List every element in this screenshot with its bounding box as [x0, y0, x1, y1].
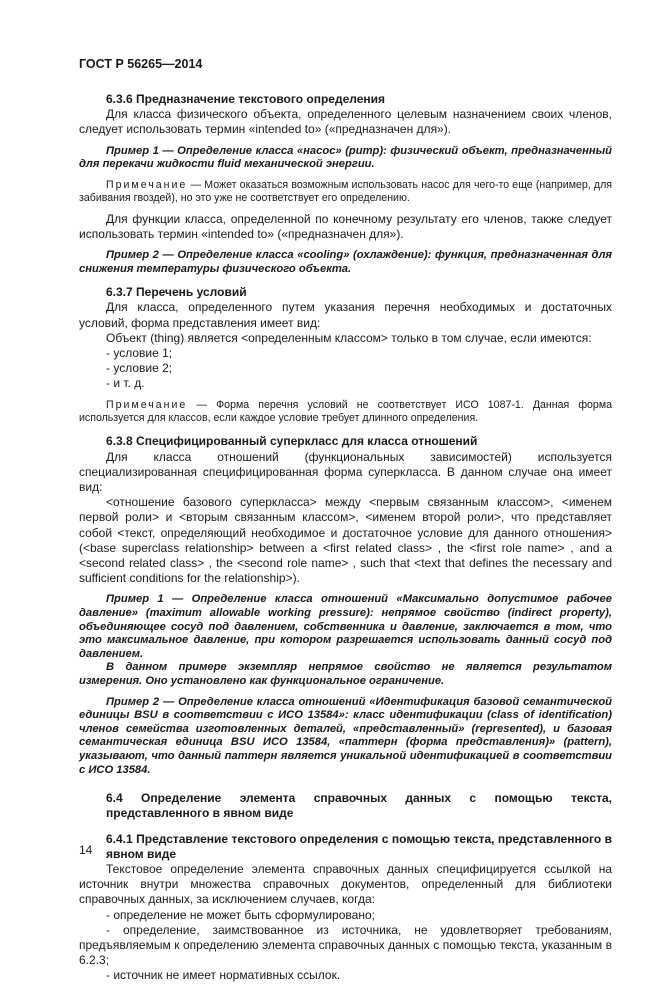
example-1: Пример 1 — Определение класса отношений «Максимально допустимое рабочее давление» (maximum allowable working pressure): непрямое свойство (indirect property), объединяющее сосуд под давлением, собственника и давление, заключается в том, что это максимальное давление, при котором разрешается использовать данный сосуд под давлением.	[79, 593, 612, 660]
page-content	[79, 92, 612, 984]
note-label: Примечание	[106, 398, 188, 411]
note	[79, 179, 612, 206]
note-label: Примечание	[106, 178, 188, 191]
list-item: - определение, заимствованное из источника, не удовлетворяет требованиям, предъявляемым к определению элемента справочных данных с помощью текста, указанным в 6.2.3;	[79, 922, 612, 968]
section-6-3-6-title: 6.3.6 Предназначение текстового определения	[106, 92, 386, 106]
list-item: - условие 1;	[106, 346, 173, 361]
list-item: - определение не может быть сформулировано;	[106, 907, 375, 922]
example-1-continuation: В данном примере экземпляр непрямое свойство не является результатом измерения. Оно установлено как функциональное ограничение.	[79, 661, 612, 688]
list-item: - условие 2;	[106, 361, 173, 376]
example-2: Пример 2 — Определение класса отношений «Идентификация базовой семантической единицы BSU в соответствии с ИСО 13584»: класс идентификации (class of identification) членов семейства изготовленных деталей, «представленный» (represented), и базовая семантическая единица BSU ИСО 13584, «паттерн (форма представления)» (pattern), указывают, что данный паттерн является уникальной идентификацией в соответствии с ИСО 13584.	[79, 695, 612, 776]
section-6-4-title: 6.4 Определение элемента справочных данных с помощью текста, представленного в явном виде	[106, 791, 612, 821]
section-6-3-7-title: 6.3.7 Перечень условий	[106, 285, 247, 300]
paragraph: Для класса физического объекта, определенного целевым назначением своих членов, следует использовать термин «intended to» («предназначен для»).	[79, 107, 612, 137]
paragraph: Текстовое определение элемента справочных данных специфицируется ссылкой на источник внутри множества справочных документов, определенный для библиотеки справочных данных, за исключением случаев, когда:	[79, 862, 612, 907]
note	[79, 399, 612, 426]
paragraph: <отношение базового суперкласса> между <первым связанным классом>, <именем первой роли> и <вторым связанным классом>, <именем второй роли>, что представляет собой <текст, определяющий необходимое и достаточное условие для данного отношения> (<base superclass relationship> between a <first related class> , the <first role name> , and a <second related class> , the <second role name> , such that <text that defines the necessary and sufficient conditions for the relationship>).	[79, 495, 612, 586]
list-item: - и т. д.	[106, 376, 145, 391]
example-2: Пример 2 — Определение класса «cooling» (охлаждение): функция, предназначенная для снижения температуры физического объекта.	[79, 249, 612, 275]
section-6-4-1-title: 6.4.1 Представление текстового определения с помощью текста, представленного в явном виде	[106, 831, 612, 861]
paragraph: Объект (thing) является <определенным классом> только в том случае, если имеются:	[106, 330, 592, 345]
section-6-3-8-title: 6.3.8 Специфицированный суперкласс для класса отношений	[106, 434, 478, 449]
note-text: — Может оказаться возможным использовать насос для чего-то еще (например, для забивания гвоздей), но это уже не соответствует его определению.	[79, 178, 612, 205]
paragraph: Для класса, определенного путем указания перечня необходимых и достаточных условий, форма представления имеет вид:	[79, 300, 612, 330]
note-text: — Форма перечня условий не соответствует ИСО 1087-1. Данная форма используется для классов, если каждое условие требует длинного определения.	[79, 398, 612, 425]
paragraph: Для класса отношений (функциональных зависимостей) используется специализированная специфицированная форма суперкласса. В данном случае она имеет вид:	[79, 449, 612, 495]
page-number: 14	[79, 843, 93, 857]
example-1: Пример 1 — Определение класса «насос» (pump): физический объект, предназначенный для перекачи жидкости fluid механической энергии.	[79, 144, 612, 171]
list-item: - источник не имеет нормативных ссылок.	[106, 968, 341, 983]
paragraph: Для функции класса, определенной по конечному результату его членов, также следует использовать термин «intended to» («предназначен для»).	[79, 211, 612, 241]
page-header: ГОСТ Р 56265—2014	[79, 57, 203, 71]
